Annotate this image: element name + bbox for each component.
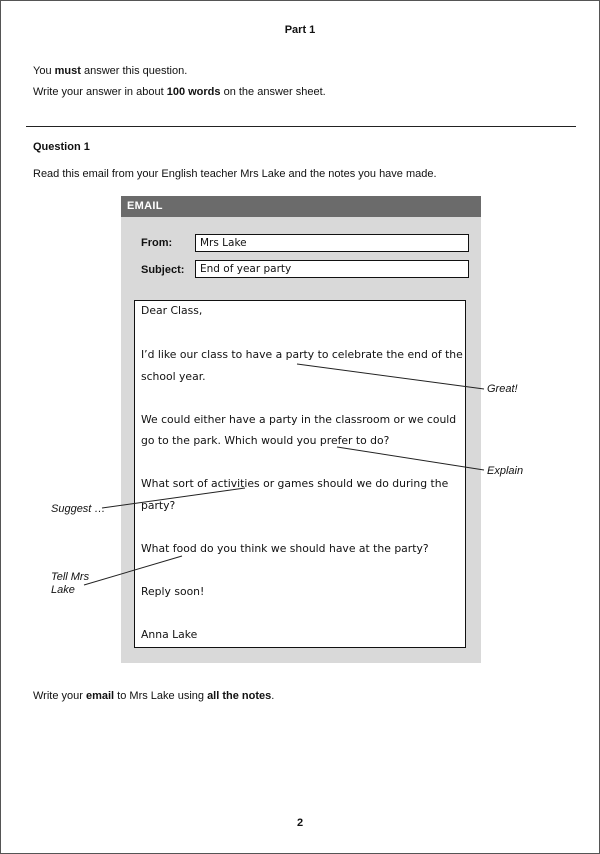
instruction-text: Write your answer in about <box>33 86 167 98</box>
instruction-text: answer this question. <box>80 65 188 77</box>
email-paragraph-2-line-1: We could either have a party in the classroom or we could <box>141 413 457 426</box>
instruction-text: You <box>33 65 55 77</box>
footer-emphasis: all the notes <box>207 690 272 702</box>
footer-text: to Mrs Lake using <box>114 690 208 702</box>
email-greeting: Dear Class, <box>141 304 203 317</box>
note-tell-line-2: Lake <box>51 584 75 596</box>
footer-emphasis: email <box>85 690 115 702</box>
email-closing: Reply soon! <box>141 585 205 598</box>
note-great: Great! <box>487 383 518 395</box>
email-paragraph-3-line-1: What sort of activities or games should we do during the <box>141 477 449 490</box>
note-line-explain <box>337 447 484 470</box>
page-number: 2 <box>296 817 304 829</box>
note-explain: Explain <box>487 465 524 477</box>
email-paragraph-1-line-1: I’d like our class to have a party to celebrate the end of the <box>141 348 463 361</box>
note-suggest: Suggest … <box>51 503 106 515</box>
question-title: Question 1 <box>33 141 90 153</box>
note-line-great <box>297 364 484 389</box>
email-header-label: EMAIL <box>127 200 163 212</box>
note-line-tell <box>84 556 182 585</box>
instruction-text: on the answer sheet. <box>220 86 326 98</box>
subject-field: End of year party <box>195 260 469 278</box>
email-signature: Anna Lake <box>141 628 198 641</box>
footer-instruction <box>33 690 274 702</box>
note-tell-line-1: Tell Mrs <box>51 571 90 583</box>
instruction-emphasis: must <box>54 65 81 77</box>
subject-label: Subject: <box>141 264 185 276</box>
from-label: From: <box>141 237 173 249</box>
note-line-suggest <box>102 488 245 508</box>
part-title: Part 1 <box>284 24 316 36</box>
email-paragraph-4: What food do you think we should have at the party? <box>141 542 429 555</box>
email-paragraph-3-line-2: party? <box>141 499 176 512</box>
footer-text: . <box>271 690 275 702</box>
question-intro: Read this email from your English teacher Mrs Lake and the notes you have made. <box>33 168 437 180</box>
email-paragraph-2-line-2: go to the park. Which would you prefer to do? <box>141 434 390 447</box>
email-paragraph-1-line-2: school year. <box>141 370 206 383</box>
instruction-emphasis: 100 words <box>166 86 221 98</box>
footer-text: Write your <box>33 690 86 702</box>
from-field: Mrs Lake <box>195 234 469 252</box>
